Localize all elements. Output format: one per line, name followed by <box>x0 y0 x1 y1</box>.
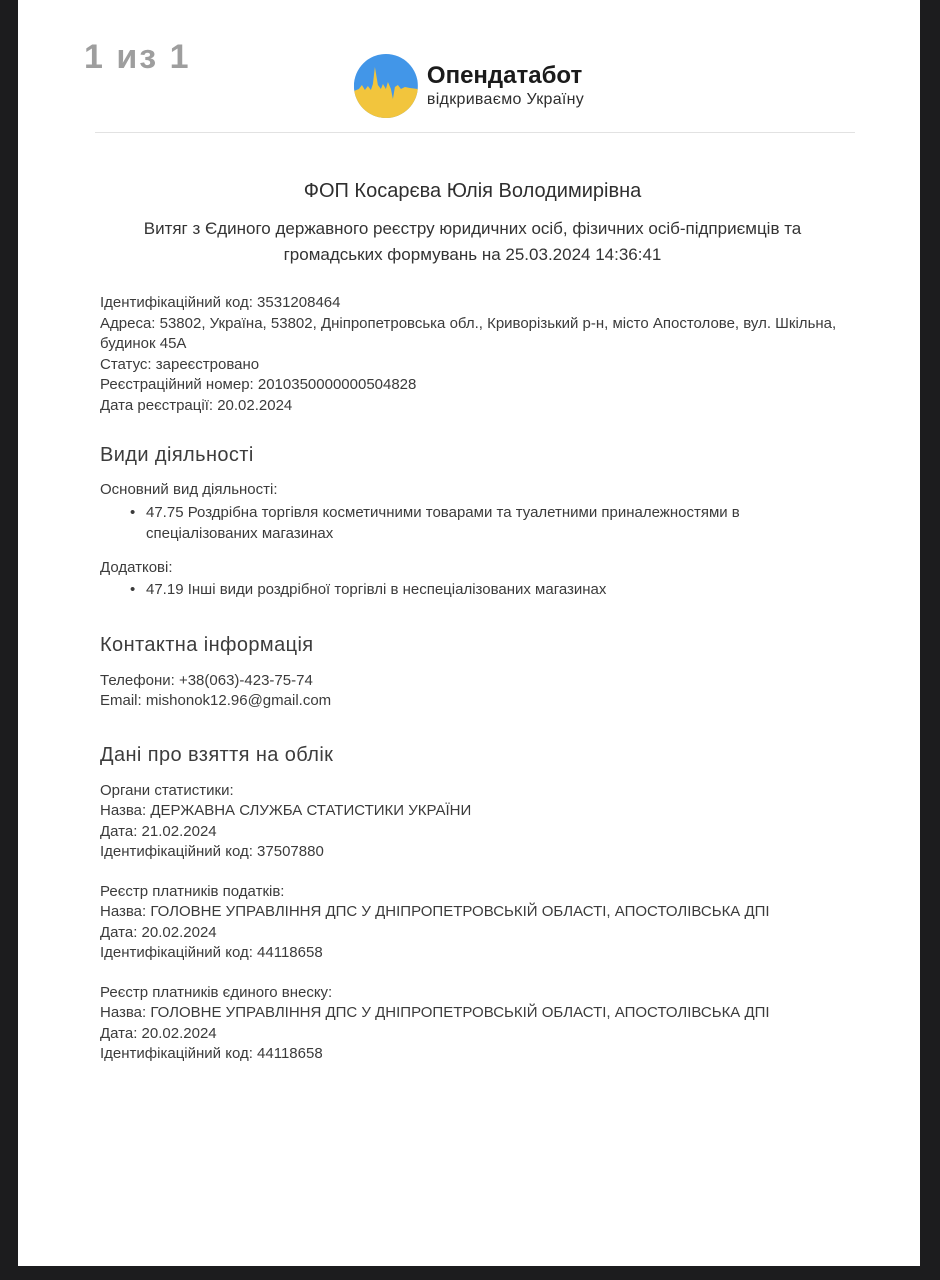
additional-activity-list <box>100 579 845 601</box>
uptake-code: Ідентифікаційний код: 44118658 <box>100 1045 323 1062</box>
logo-text <box>427 62 584 110</box>
contacts-block <box>100 671 845 712</box>
entity-info-block <box>100 293 845 416</box>
info-line-registration-date: Дата реєстрації: 20.02.2024 <box>100 396 293 414</box>
uptake-title: Реєстр платників податків: <box>100 882 285 900</box>
section-heading-uptake: Дані про взяття на облік <box>100 743 334 766</box>
info-line-registration-number: Реєстраційний номер: 2010350000000504828 <box>100 376 417 393</box>
document-page <box>18 0 920 1266</box>
extract-subtitle: Витяг з Єдиного державного реєстру юридичних осіб, фізичних осіб-підприємців та громадських формувань на 25.03.2024 14:36:41 <box>143 219 802 264</box>
uptake-block-single-contribution <box>100 983 845 1065</box>
uptake-date: Дата: 20.02.2024 <box>100 923 217 941</box>
opendatabot-logo <box>354 54 584 118</box>
section-heading-contacts: Контактна інформація <box>100 633 314 656</box>
logo-tagline: відкриваємо Україну <box>426 91 585 108</box>
uptake-name: Назва: ГОЛОВНЕ УПРАВЛІННЯ ДПС У ДНІПРОПЕТРОВСЬКІЙ ОБЛАСТІ, АПОСТОЛІВСЬКА ДПІ <box>100 903 770 920</box>
uptake-block-taxpayers <box>100 882 845 964</box>
kved-item: • 47.19 Інші види роздрібної торгівлі в неспеціалізованих магазинах <box>100 579 790 601</box>
uptake-title: Органи статистики: <box>100 781 234 799</box>
uptake-date: Дата: 21.02.2024 <box>100 822 217 840</box>
primary-activity-list <box>100 502 845 545</box>
info-line-status: Статус: зареєстровано <box>100 355 260 373</box>
phones-line: Телефони: +38(063)-423-75-74 <box>100 671 313 689</box>
email-line: Email: mishonok12.96@gmail.com <box>100 692 332 709</box>
header-divider <box>95 132 855 133</box>
uptake-code: Ідентифікаційний код: 37507880 <box>100 843 324 860</box>
uptake-block-statistics <box>100 781 845 863</box>
opendatabot-pulse-icon <box>354 54 418 118</box>
info-line-address: Адреса: 53802, Україна, 53802, Дніпропетровська обл., Криворізький р-н, місто Апостолове, вул. Шкільна, будинок 45А <box>100 314 837 352</box>
section-heading-activities: Види діяльності <box>100 444 254 466</box>
kved-item: • 47.75 Роздрібна торгівля косметичними товарами та туалетними приналежностями в спеціалізованих магазинах <box>100 502 790 545</box>
page-number-indicator: 1 из 1 <box>84 38 191 76</box>
uptake-code: Ідентифікаційний код: 44118658 <box>100 944 323 961</box>
uptake-date: Дата: 20.02.2024 <box>100 1024 217 1042</box>
primary-activity-label: Основний вид діяльності: <box>100 481 278 498</box>
info-line-identification-code: Ідентифікаційний код: 3531208464 <box>100 294 341 311</box>
document-header <box>18 0 920 133</box>
uptake-name: Назва: ГОЛОВНЕ УПРАВЛІННЯ ДПС У ДНІПРОПЕТРОВСЬКІЙ ОБЛАСТІ, АПОСТОЛІВСЬКА ДПІ <box>100 1004 770 1021</box>
uptake-name: Назва: ДЕРЖАВНА СЛУЖБА СТАТИСТИКИ УКРАЇНИ <box>100 802 472 819</box>
entity-title: ФОП Косарєва Юлія Володимирівна <box>303 180 642 202</box>
uptake-title: Реєстр платників єдиного внеску: <box>100 983 333 1001</box>
logo-title: Опендатабот <box>426 62 583 89</box>
document-body <box>18 180 920 1065</box>
additional-activity-label: Додаткові: <box>100 558 173 576</box>
